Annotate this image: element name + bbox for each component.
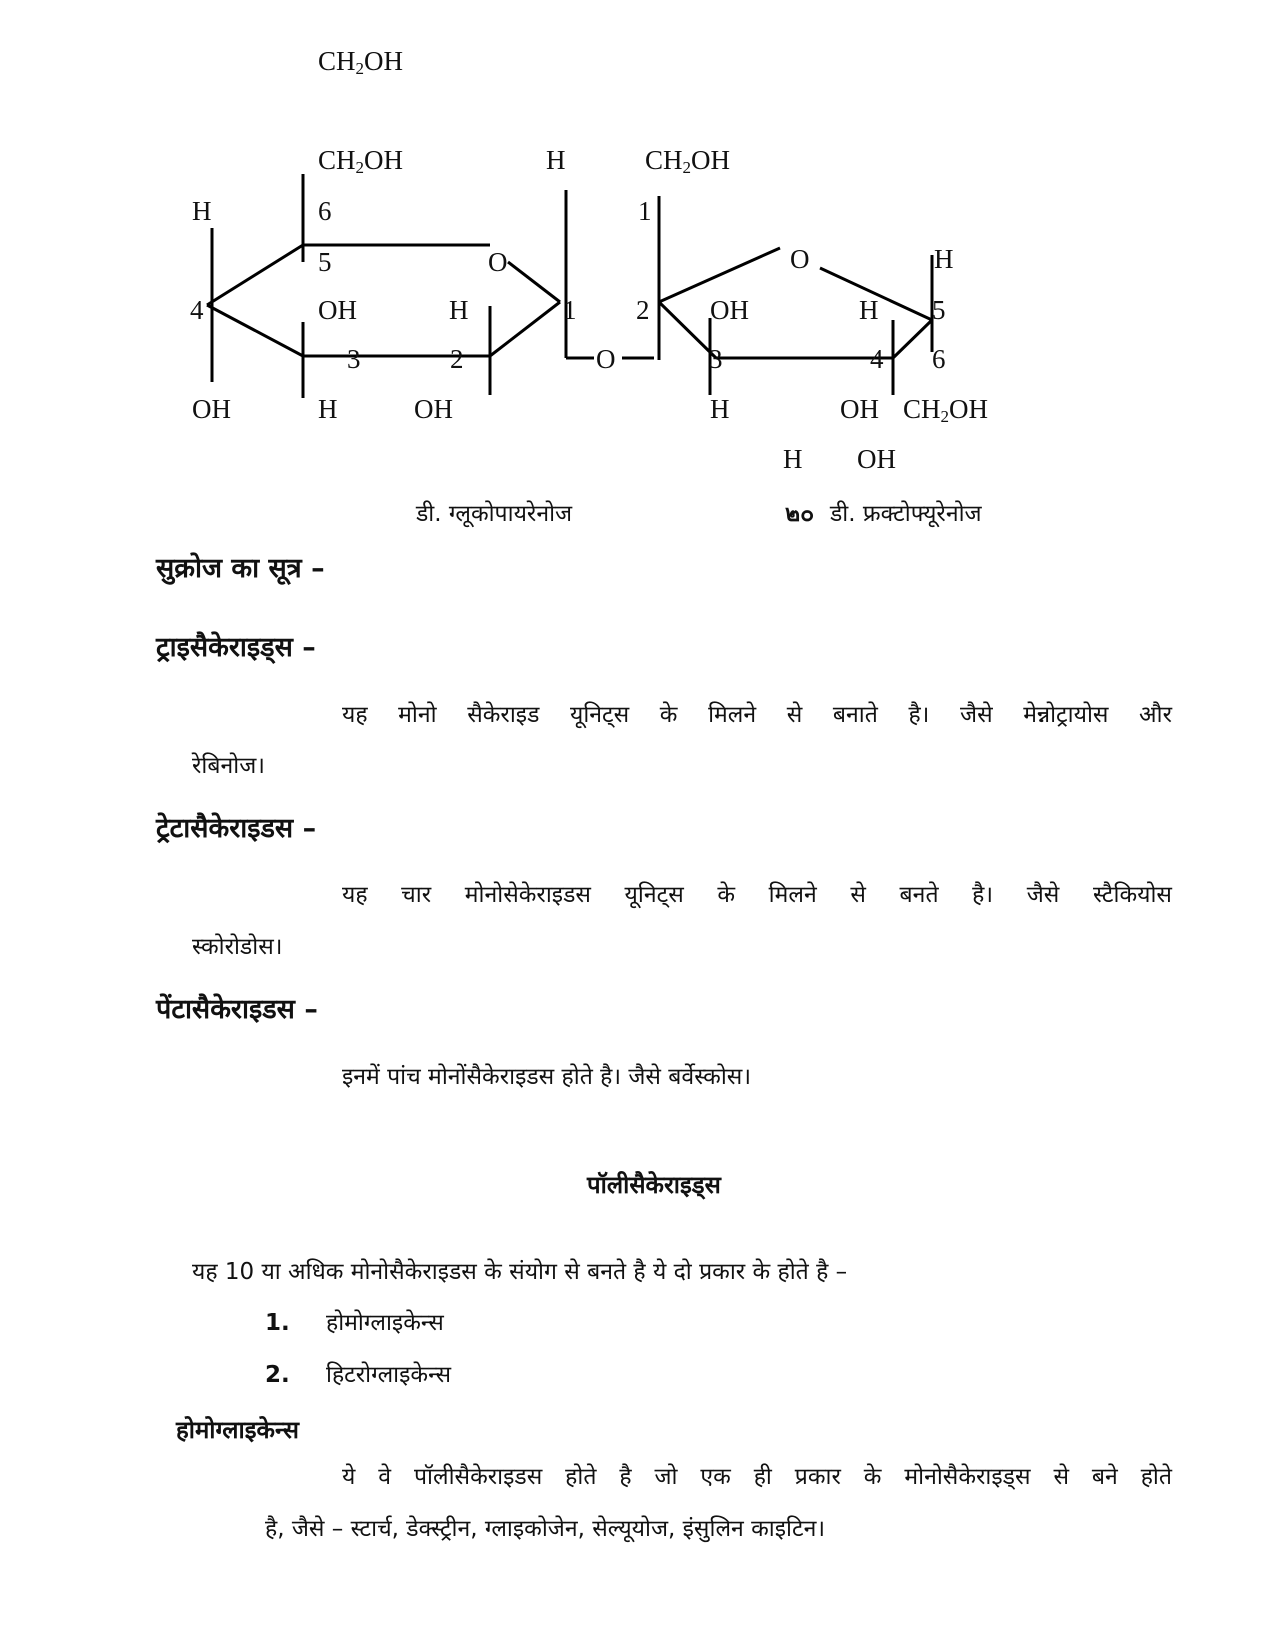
trisaccharides-line-2: रेबिनोज। xyxy=(192,753,266,779)
carbon-number-5-fructose: 5 xyxy=(932,295,946,325)
heading-tetrasaccharides: ट्रेटासैकेराइडस – xyxy=(156,813,317,844)
ch2oh-label-top: $CH_2OH$ xyxy=(318,46,404,78)
carbon-number-4: 4 xyxy=(190,295,204,325)
list-number-2: 2. xyxy=(265,1362,290,1388)
heading-homoglycans: होमोग्लाइकेन्स xyxy=(176,1416,299,1444)
list-item-heteroglycans: हिटरोग्लाइकेन्स xyxy=(326,1362,452,1388)
h-label-c4: H xyxy=(192,196,212,226)
carbon-number-3: 3 xyxy=(347,344,361,374)
bond-o-1 xyxy=(508,262,560,302)
list-item-homoglycans: होमोग्लाइकेन्स xyxy=(326,1310,444,1336)
h-label-c3: H xyxy=(318,394,338,424)
oh-label-c4: OH xyxy=(192,394,231,424)
h-label-c5f: H xyxy=(934,244,954,274)
heading-sucrose-formula: सुक्रोज का सूत्र – xyxy=(156,553,325,584)
ch2oh-label-c6: $CH_2OH$ xyxy=(318,145,404,177)
homoglycans-line-2: है, जैसे – स्टार्च, डेक्स्ट्रीन, ग्लाइकोजेन, सेल्यूयोज, इंसुलिन काइटिन। xyxy=(265,1516,826,1542)
glycosidic-oxygen: O xyxy=(596,344,616,374)
bond-4f-5f xyxy=(893,320,932,358)
pentasaccharides-line-1: इनमें पांच मोनोंसैकेराइडस होते है। जैसे बर्वेस्कोस। xyxy=(342,1064,752,1090)
caption-glucopyranose: डी. ग्लूकोपायरेनोज xyxy=(416,501,573,527)
tetrasaccharides-line-1: यह चार मोनोसेकेराइडस यूनिट्स के मिलने से बनते है। जैसे स्टैकियोस xyxy=(342,882,1172,908)
h-label-lowest: H xyxy=(783,444,803,474)
oh-label-c2: OH xyxy=(414,394,453,424)
heading-trisaccharides: ट्राइसैकेराइड्स – xyxy=(156,632,316,663)
ring-oxygen-fructose: O xyxy=(790,244,810,274)
carbon-number-1: 1 xyxy=(563,295,577,325)
ring-oxygen-glucose: O xyxy=(488,247,508,277)
carbon-number-2-fructose: 2 xyxy=(636,295,650,325)
h-label-c3f-bottom: H xyxy=(710,394,730,424)
oh-label-c3f: OH xyxy=(710,295,749,325)
bond-1-2 xyxy=(490,302,560,356)
heading-polysaccharides: पॉलीसैकेराइड्स xyxy=(587,1171,721,1199)
bond-4-5 xyxy=(207,245,303,305)
caption-prefix-symbol: ๒๐ xyxy=(785,501,815,527)
bond-2f-3f xyxy=(659,302,716,358)
oh-label-c4f: OH xyxy=(840,394,879,424)
h-label-c4f: H xyxy=(859,295,879,325)
oh-label-lowest: OH xyxy=(857,444,896,474)
h-label-c1: H xyxy=(546,145,566,175)
heading-pentasaccharides: पेंटासैकेराइडस – xyxy=(156,994,318,1025)
bond-2f-o xyxy=(659,248,780,302)
bond-3-4 xyxy=(207,305,303,356)
polysaccharides-intro: यह 10 या अधिक मोनोसैकेराइडस के संयोग से बनते है ये दो प्रकार के होते है – xyxy=(192,1259,848,1285)
ch2oh-label-c1f: $CH_2OH$ xyxy=(645,145,731,177)
carbon-number-5: 5 xyxy=(318,247,332,277)
trisaccharides-line-1: यह मोनो सैकेराइड यूनिट्स के मिलने से बनाते है। जैसे मेन्नोट्रायोस और xyxy=(342,702,1172,728)
h-label-c2: H xyxy=(449,295,469,325)
caption-fructofuranose: डी. फ्रक्टोफ्यूरेनोज xyxy=(830,501,982,527)
carbon-number-4-fructose: 4 xyxy=(870,344,884,374)
ch2oh-label-c6f: $CH_2OH$ xyxy=(903,394,989,426)
list-number-1: 1. xyxy=(265,1310,290,1336)
carbon-number-6: 6 xyxy=(318,196,332,226)
sucrose-structure-diagram xyxy=(0,0,1275,540)
tetrasaccharides-line-2: स्कोरोडोस। xyxy=(192,934,283,960)
carbon-number-1-fructose: 1 xyxy=(638,196,652,226)
carbon-number-3-fructose: 3 xyxy=(709,344,723,374)
oh-label-c3: OH xyxy=(318,295,357,325)
carbon-number-6-fructose: 6 xyxy=(932,344,946,374)
homoglycans-line-1: ये वे पॉलीसैकेराइडस होते है जो एक ही प्रकार के मोनोसैकेराइड्स से बने होते xyxy=(342,1464,1172,1490)
carbon-number-2: 2 xyxy=(450,344,464,374)
